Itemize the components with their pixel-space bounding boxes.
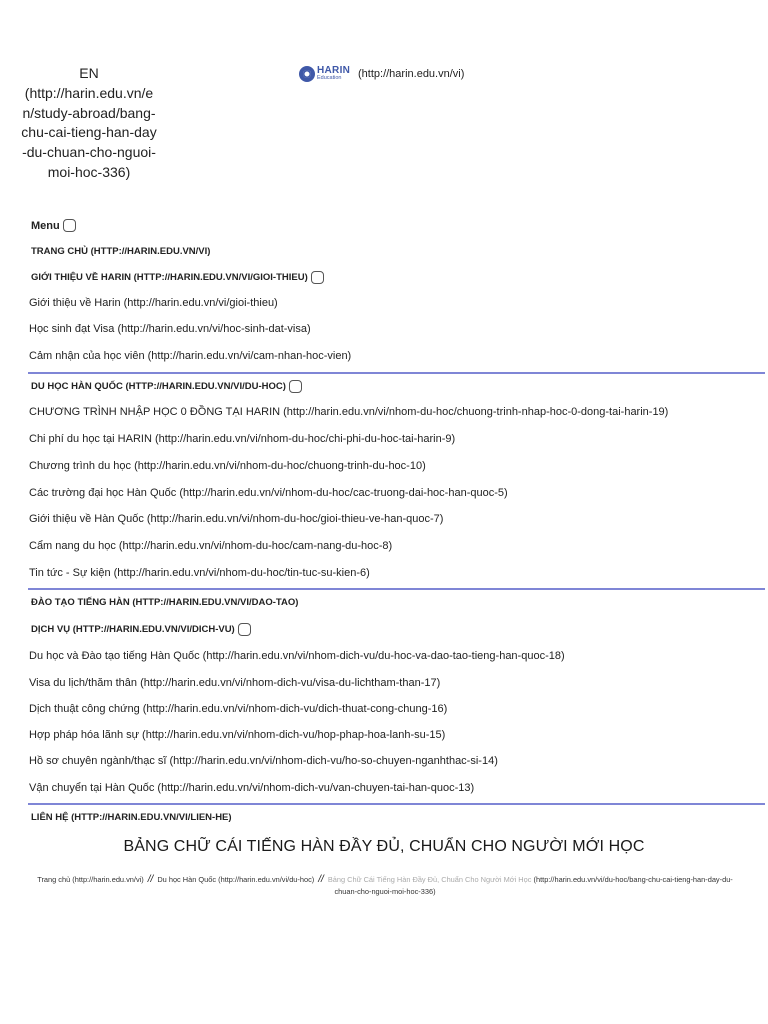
nav-services-label: DỊCH VỤ (HTTP://HARIN.EDU.VN/VI/DICH-VU) [31, 624, 235, 635]
nav-study-item-label: Tin tức - Sự kiện (http://harin.edu.vn/vi/nhom-du-hoc/tin-tuc-su-kien-6) [29, 567, 370, 579]
nav-about-item-label: Giới thiệu về Harin (http://harin.edu.vn/vi/gioi-thieu) [29, 297, 278, 309]
nav-study-item[interactable] [29, 567, 370, 579]
nav-study-item[interactable] [29, 513, 443, 525]
logo-tagline: Education [317, 75, 342, 82]
nav-study[interactable] [31, 380, 302, 393]
nav-services-item[interactable] [29, 703, 447, 715]
nav-services-item[interactable] [29, 782, 474, 794]
divider [28, 372, 765, 374]
nav-about-item[interactable] [29, 297, 278, 309]
nav-contact[interactable] [31, 812, 232, 823]
nav-services[interactable] [31, 623, 251, 636]
menu-toggle[interactable] [31, 219, 76, 232]
nav-home-label: TRANG CHỦ (HTTP://HARIN.EDU.VN/VI) [31, 246, 211, 257]
nav-about[interactable] [31, 271, 324, 284]
language-url: (http://harin.edu.vn/en/study-abroad/bang-chu-cai-tieng-han-day-du-chuan-cho-nguoi-moi-hoc-336) [21, 84, 157, 180]
nav-study-item-label: Cẩm nang du học (http://harin.edu.vn/vi/nhom-du-hoc/cam-nang-du-hoc-8) [29, 540, 393, 552]
breadcrumb-current-url: (http://harin.edu.vn/vi/du-hoc/bang-chu-cai-tieng-han-day-du-chuan-cho-nguoi-moi-hoc-336) [334, 875, 733, 896]
nav-study-item[interactable] [29, 406, 668, 418]
nav-study-item-label: Giới thiệu về Hàn Quốc (http://harin.edu.vn/vi/nhom-du-hoc/gioi-thieu-ve-han-quoc-7) [29, 513, 444, 525]
logo-url: (http://harin.edu.vn/vi) [358, 68, 465, 80]
page-title: BẢNG CHỮ CÁI TIẾNG HÀN ĐẦY ĐỦ, CHUẨN CHO NGƯỜI MỚI HỌC [123, 838, 645, 855]
nav-home[interactable] [31, 246, 210, 257]
nav-study-item[interactable] [29, 540, 392, 552]
nav-about-toggle[interactable] [311, 271, 324, 284]
breadcrumb [30, 874, 740, 898]
nav-study-item-label: Chi phí du học tại HARIN (http://harin.edu.vn/vi/nhom-du-hoc/chi-phi-du-hoc-tai-harin-9) [29, 433, 456, 445]
nav-services-item[interactable] [29, 650, 565, 662]
nav-services-item-label: Visa du lịch/thăm thân (http://harin.edu.vn/vi/nhom-dich-vu/visa-du-lichtham-than-17) [29, 677, 441, 689]
nav-study-toggle[interactable] [289, 380, 302, 393]
nav-services-item-label: Du học và Đào tạo tiếng Hàn Quốc (http://harin.edu.vn/vi/nhom-dich-vu/du-hoc-va-dao-tao-tieng-han-quoc-18) [29, 650, 565, 662]
nav-about-item[interactable] [29, 323, 311, 335]
breadcrumb-parent[interactable]: Du học Hàn Quốc (http://harin.edu.vn/vi/du-hoc) [157, 875, 315, 884]
nav-services-toggle[interactable] [238, 623, 251, 636]
nav-about-label: GIỚI THIỆU VỀ HARIN (HTTP://HARIN.EDU.VN/VI/GIOI-THIEU) [31, 272, 308, 283]
nav-training[interactable] [31, 597, 298, 608]
harin-logo [299, 63, 357, 85]
nav-study-item-label: CHƯƠNG TRÌNH NHẬP HỌC 0 ĐỒNG TẠI HARIN (http://harin.edu.vn/vi/nhom-du-hoc/chuong-trinh-nhap-hoc-0-dong-tai-harin-19) [29, 406, 669, 418]
nav-services-item[interactable] [29, 677, 440, 689]
menu-label: Menu [31, 219, 60, 232]
nav-services-item-label: Hồ sơ chuyên ngành/thạc sĩ (http://harin.edu.vn/vi/nhom-dich-vu/ho-so-chuyen-nganhthac-si-14) [29, 755, 498, 767]
nav-services-item-label: Vận chuyển tại Hàn Quốc (http://harin.edu.vn/vi/nhom-dich-vu/van-chuyen-tai-han-quoc-13) [29, 782, 475, 794]
harin-emblem-icon [299, 66, 315, 82]
nav-services-item[interactable] [29, 755, 498, 767]
nav-services-item-label: Hợp pháp hóa lãnh sự (http://harin.edu.vn/vi/nhom-dich-vu/hop-phap-hoa-lanh-su-15) [29, 729, 446, 741]
nav-services-item-label: Dịch thuật công chứng (http://harin.edu.vn/vi/nhom-dich-vu/dich-thuat-cong-chung-16) [29, 703, 448, 715]
nav-study-label: DU HỌC HÀN QUỐC (HTTP://HARIN.EDU.VN/VI/DU-HOC) [31, 381, 286, 392]
breadcrumb-current[interactable] [328, 875, 733, 896]
nav-contact-label: LIÊN HỆ (HTTP://HARIN.EDU.VN/VI/LIEN-HE) [31, 812, 232, 823]
breadcrumb-separator: // [147, 874, 154, 885]
breadcrumb-current-label: Bảng Chữ Cái Tiếng Hàn Đầy Đủ, Chuẩn Cho Người Mới Học [327, 875, 532, 884]
nav-about-item-label: Cảm nhận của học viên (http://harin.edu.vn/vi/cam-nhan-hoc-vien) [29, 350, 352, 362]
nav-services-item[interactable] [29, 729, 445, 741]
nav-study-item-label: Các trường đại học Hàn Quốc (http://harin.edu.vn/vi/nhom-du-hoc/cac-truong-dai-hoc-han-quoc-5) [29, 487, 508, 499]
nav-training-label: ĐÀO TẠO TIẾNG HÀN (HTTP://HARIN.EDU.VN/VI/DAO-TAO) [31, 597, 299, 608]
breadcrumb-home[interactable]: Trang chủ (http://harin.edu.vn/vi) [37, 875, 144, 884]
nav-study-item[interactable] [29, 433, 455, 445]
logo-link[interactable] [299, 63, 464, 85]
language-label: EN [79, 65, 99, 81]
language-switch-en[interactable] [20, 64, 158, 183]
logo-brand: HARIN [317, 65, 351, 77]
nav-study-item[interactable] [29, 460, 426, 472]
divider [28, 803, 765, 805]
divider [28, 588, 765, 590]
breadcrumb-separator: // [318, 874, 324, 885]
nav-about-item[interactable] [29, 350, 351, 362]
nav-about-item-label: Học sinh đạt Visa (http://harin.edu.vn/vi/hoc-sinh-dat-visa) [29, 323, 311, 335]
menu-checkbox[interactable] [63, 219, 76, 232]
nav-study-item-label: Chương trình du học (http://harin.edu.vn/vi/nhom-du-hoc/chuong-trinh-du-hoc-10) [29, 460, 426, 472]
nav-study-item[interactable] [29, 487, 508, 499]
